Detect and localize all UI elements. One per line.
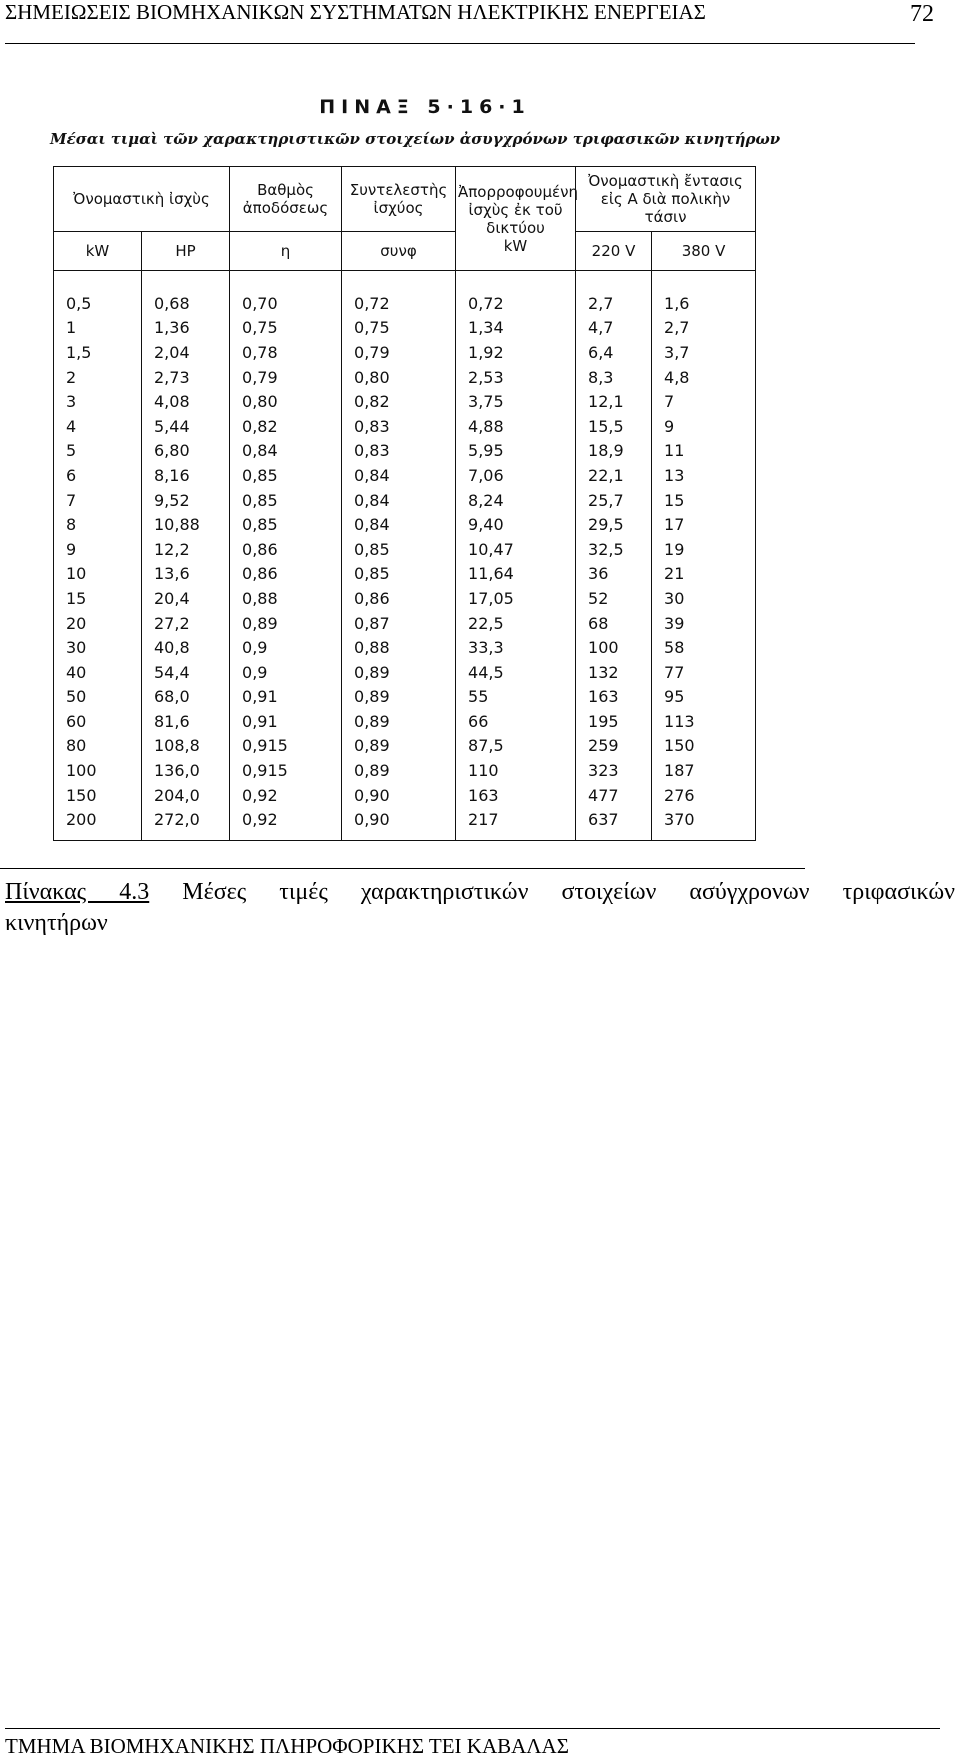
table-cell: 68,0 — [142, 685, 230, 710]
table-cell: 276 — [652, 783, 756, 808]
table-cell: 13 — [652, 463, 756, 488]
table-cell: 55 — [456, 685, 576, 710]
table-cell: 637 — [576, 807, 652, 840]
table-cell: 9,52 — [142, 488, 230, 513]
table-cell: 8,3 — [576, 365, 652, 390]
table-cell: 40,8 — [142, 635, 230, 660]
table-cell: 5,44 — [142, 414, 230, 439]
table-cell: 0,5 — [54, 271, 142, 316]
table-cell: 0,88 — [342, 635, 456, 660]
table-cell: 0,89 — [342, 685, 456, 710]
table-cell: 22,5 — [456, 611, 576, 636]
table-cell: 0,72 — [456, 271, 576, 316]
table-cell: 10,47 — [456, 537, 576, 562]
table-cell: 21 — [652, 562, 756, 587]
table-caption — [5, 877, 955, 907]
table-cell: 12,1 — [576, 389, 652, 414]
header-divider — [5, 43, 915, 44]
caption-continuation: κινητήρων — [5, 910, 108, 936]
table-cell: 0,915 — [230, 734, 342, 759]
table-row — [54, 685, 756, 710]
header-power-factor-symbol: συνφ — [342, 232, 456, 271]
table-cell: 11 — [652, 439, 756, 464]
table-cell: 5 — [54, 439, 142, 464]
table-cell: 163 — [576, 685, 652, 710]
table-row — [54, 758, 756, 783]
table-cell: 54,4 — [142, 660, 230, 685]
table-row — [54, 340, 756, 365]
table-cell: 8,24 — [456, 488, 576, 513]
table-cell: 0,84 — [230, 439, 342, 464]
header-efficiency-symbol: η — [230, 232, 342, 271]
table-cell: 0,86 — [342, 586, 456, 611]
header-380v: 380 V — [652, 232, 756, 271]
table-cell: 0,85 — [230, 463, 342, 488]
table-cell: 110 — [456, 758, 576, 783]
table-cell: 0,79 — [342, 340, 456, 365]
table-cell: 0,75 — [342, 316, 456, 341]
table-cell: 0,89 — [342, 660, 456, 685]
table-cell: 0,79 — [230, 365, 342, 390]
table-cell: 3 — [54, 389, 142, 414]
table-row — [54, 562, 756, 587]
table-cell: 19 — [652, 537, 756, 562]
table-cell: 1,34 — [456, 316, 576, 341]
table-cell: 2,7 — [652, 316, 756, 341]
table-row — [54, 537, 756, 562]
table-cell: 68 — [576, 611, 652, 636]
table-row — [54, 414, 756, 439]
table-cell: 200 — [54, 807, 142, 840]
table-cell: 0,84 — [342, 463, 456, 488]
table-cell: 25,7 — [576, 488, 652, 513]
table-cell: 15 — [652, 488, 756, 513]
table-cell: 132 — [576, 660, 652, 685]
table-cell: 4 — [54, 414, 142, 439]
table-cell: 0,92 — [230, 807, 342, 840]
table-cell: 36 — [576, 562, 652, 587]
table-cell: 0,86 — [230, 537, 342, 562]
table-cell: 113 — [652, 709, 756, 734]
table-cell: 2,04 — [142, 340, 230, 365]
table-cell: 30 — [54, 635, 142, 660]
table-cell: 27,2 — [142, 611, 230, 636]
table-cell: 81,6 — [142, 709, 230, 734]
table-cell: 259 — [576, 734, 652, 759]
table-cell: 39 — [652, 611, 756, 636]
header-power-factor: Συντελεστὴς ἰσχύος — [342, 167, 456, 232]
table-cell: 0,90 — [342, 807, 456, 840]
table-cell: 77 — [652, 660, 756, 685]
table-cell: 187 — [652, 758, 756, 783]
table-cell: 52 — [576, 586, 652, 611]
table-cell: 29,5 — [576, 512, 652, 537]
header-absorbed-power-label: Ἀπορροφουμένη ἰσχὺς ἐκ τοῦ δικτύου — [458, 182, 578, 237]
table-cell: 32,5 — [576, 537, 652, 562]
table-cell: 2 — [54, 365, 142, 390]
table-cell: 370 — [652, 807, 756, 840]
header-absorbed-power — [456, 167, 576, 271]
table-cell: 9,40 — [456, 512, 576, 537]
footer-divider — [5, 1728, 940, 1729]
table-cell: 9 — [652, 414, 756, 439]
table-cell: 2,73 — [142, 365, 230, 390]
table-cell: 22,1 — [576, 463, 652, 488]
table-cell: 2,53 — [456, 365, 576, 390]
table-cell: 5,95 — [456, 439, 576, 464]
table-cell: 163 — [456, 783, 576, 808]
table-cell: 0,89 — [342, 709, 456, 734]
table-cell: 1,92 — [456, 340, 576, 365]
table-cell: 136,0 — [142, 758, 230, 783]
table-row — [54, 512, 756, 537]
table-row — [54, 783, 756, 808]
table-cell: 0,85 — [230, 488, 342, 513]
table-cell: 66 — [456, 709, 576, 734]
table-cell: 15,5 — [576, 414, 652, 439]
table-cell: 323 — [576, 758, 652, 783]
table-cell: 7,06 — [456, 463, 576, 488]
page-footer: ΤΜΗΜΑ ΒΙΟΜΗΧΑΝΙΚΗΣ ΠΛΗΡΟΦΟΡΙΚΗΣ ΤΕΙ ΚΑΒΑΛΑΣ — [5, 1734, 569, 1758]
table-row — [54, 635, 756, 660]
table-cell: 12,2 — [142, 537, 230, 562]
table-cell: 4,08 — [142, 389, 230, 414]
table-cell: 20 — [54, 611, 142, 636]
table-cell: 33,3 — [456, 635, 576, 660]
table-cell: 0,80 — [342, 365, 456, 390]
table-cell: 80 — [54, 734, 142, 759]
caption-label: Πίνακας 4.3 — [5, 879, 150, 905]
table-row — [54, 463, 756, 488]
table-cell: 13,6 — [142, 562, 230, 587]
table-cell: 0,9 — [230, 635, 342, 660]
table-cell: 150 — [652, 734, 756, 759]
table-cell: 0,86 — [230, 562, 342, 587]
motor-characteristics-table — [53, 166, 756, 841]
table-cell: 1 — [54, 316, 142, 341]
table-cell: 272,0 — [142, 807, 230, 840]
table-row — [54, 439, 756, 464]
table-cell: 0,92 — [230, 783, 342, 808]
table-cell: 87,5 — [456, 734, 576, 759]
table-cell: 7 — [54, 488, 142, 513]
header-kw: kW — [54, 232, 142, 271]
table-cell: 10,88 — [142, 512, 230, 537]
table-cell: 6,80 — [142, 439, 230, 464]
table-cell: 0,80 — [230, 389, 342, 414]
table-row — [54, 271, 756, 316]
table-cell: 100 — [576, 635, 652, 660]
header-absorbed-power-unit: kW — [503, 236, 528, 255]
table-cell: 0,89 — [342, 734, 456, 759]
table-row — [54, 586, 756, 611]
table-cell: 20,4 — [142, 586, 230, 611]
table-cell: 18,9 — [576, 439, 652, 464]
table-cell: 17,05 — [456, 586, 576, 611]
running-header-title: ΣΗΜΕΙΩΣΕΙΣ ΒΙΟΜΗΧΑΝΙΚΩΝ ΣΥΣΤΗΜΑΤΩΝ ΗΛΕΚΤΡΙΚΗΣ ΕΝΕΡΓΕΙΑΣ — [5, 0, 706, 24]
table-row — [54, 611, 756, 636]
table-cell: 477 — [576, 783, 652, 808]
table-cell: 0,83 — [342, 414, 456, 439]
table-cell: 0,85 — [342, 537, 456, 562]
table-cell: 0,85 — [230, 512, 342, 537]
table-cell: 30 — [652, 586, 756, 611]
table-cell: 150 — [54, 783, 142, 808]
table-row — [54, 316, 756, 341]
table-cell: 0,91 — [230, 685, 342, 710]
caption-text: Μέσες τιμές χαρακτηριστικών στοιχείων ασύγχρονων τριφασικών — [182, 879, 956, 905]
table-row — [54, 660, 756, 685]
table-cell: 0,78 — [230, 340, 342, 365]
table-cell: 58 — [652, 635, 756, 660]
table-cell: 50 — [54, 685, 142, 710]
table-cell: 1,6 — [652, 271, 756, 316]
header-220v: 220 V — [576, 232, 652, 271]
table-cell: 60 — [54, 709, 142, 734]
table-cell: 0,91 — [230, 709, 342, 734]
table-row — [54, 709, 756, 734]
table-cell: 95 — [652, 685, 756, 710]
header-rated-current: Ὀνομαστικὴ ἔντασις εἰς Α διὰ πολικὴν τάσιν — [576, 167, 756, 232]
table-row — [54, 807, 756, 840]
table-row — [54, 488, 756, 513]
table-cell: 0,90 — [342, 783, 456, 808]
scanned-table-figure — [50, 96, 781, 830]
table-cell: 4,88 — [456, 414, 576, 439]
table-cell: 40 — [54, 660, 142, 685]
table-cell: 3,75 — [456, 389, 576, 414]
table-cell: 0,89 — [230, 611, 342, 636]
table-cell: 6 — [54, 463, 142, 488]
table-cell: 1,36 — [142, 316, 230, 341]
table-cell: 1,5 — [54, 340, 142, 365]
scan-table-subtitle: Μέσαι τιμαὶ τῶν χαρακτηριστικῶν στοιχείων ἀσυγχρόνων τριφασικῶν κινητήρων — [50, 130, 781, 148]
table-cell: 0,72 — [342, 271, 456, 316]
table-cell: 3,7 — [652, 340, 756, 365]
table-cell: 11,64 — [456, 562, 576, 587]
table-cell: 2,7 — [576, 271, 652, 316]
header-efficiency: Βαθμὸς ἀποδόσεως — [230, 167, 342, 232]
table-cell: 195 — [576, 709, 652, 734]
table-row — [54, 389, 756, 414]
table-cell: 108,8 — [142, 734, 230, 759]
table-cell: 9 — [54, 537, 142, 562]
table-cell: 8,16 — [142, 463, 230, 488]
table-cell: 8 — [54, 512, 142, 537]
table-cell: 0,68 — [142, 271, 230, 316]
table-cell: 0,83 — [342, 439, 456, 464]
table-body — [54, 271, 756, 841]
table-cell: 4,7 — [576, 316, 652, 341]
table-cell: 0,915 — [230, 758, 342, 783]
page-number: 72 — [910, 1, 934, 27]
table-cell: 6,4 — [576, 340, 652, 365]
table-cell: 217 — [456, 807, 576, 840]
table-cell: 0,85 — [342, 562, 456, 587]
table-row — [54, 365, 756, 390]
table-cell: 100 — [54, 758, 142, 783]
table-cell: 0,84 — [342, 488, 456, 513]
table-cell: 0,9 — [230, 660, 342, 685]
table-cell: 0,82 — [230, 414, 342, 439]
table-cell: 7 — [652, 389, 756, 414]
header-hp: HP — [142, 232, 230, 271]
table-cell: 44,5 — [456, 660, 576, 685]
table-cell: 0,70 — [230, 271, 342, 316]
table-cell: 0,88 — [230, 586, 342, 611]
caption-divider — [0, 868, 805, 869]
table-cell: 15 — [54, 586, 142, 611]
table-row — [54, 734, 756, 759]
table-cell: 0,75 — [230, 316, 342, 341]
table-cell: 0,89 — [342, 758, 456, 783]
table-cell: 10 — [54, 562, 142, 587]
table-cell: 0,82 — [342, 389, 456, 414]
table-cell: 0,87 — [342, 611, 456, 636]
table-cell: 4,8 — [652, 365, 756, 390]
table-cell: 17 — [652, 512, 756, 537]
scan-table-title: ΠΙΝΑΞ 5·16·1 — [319, 96, 531, 118]
header-rated-power: Ὀνομαστικὴ ἰσχὺς — [54, 167, 230, 232]
table-cell: 204,0 — [142, 783, 230, 808]
table-cell: 0,84 — [342, 512, 456, 537]
